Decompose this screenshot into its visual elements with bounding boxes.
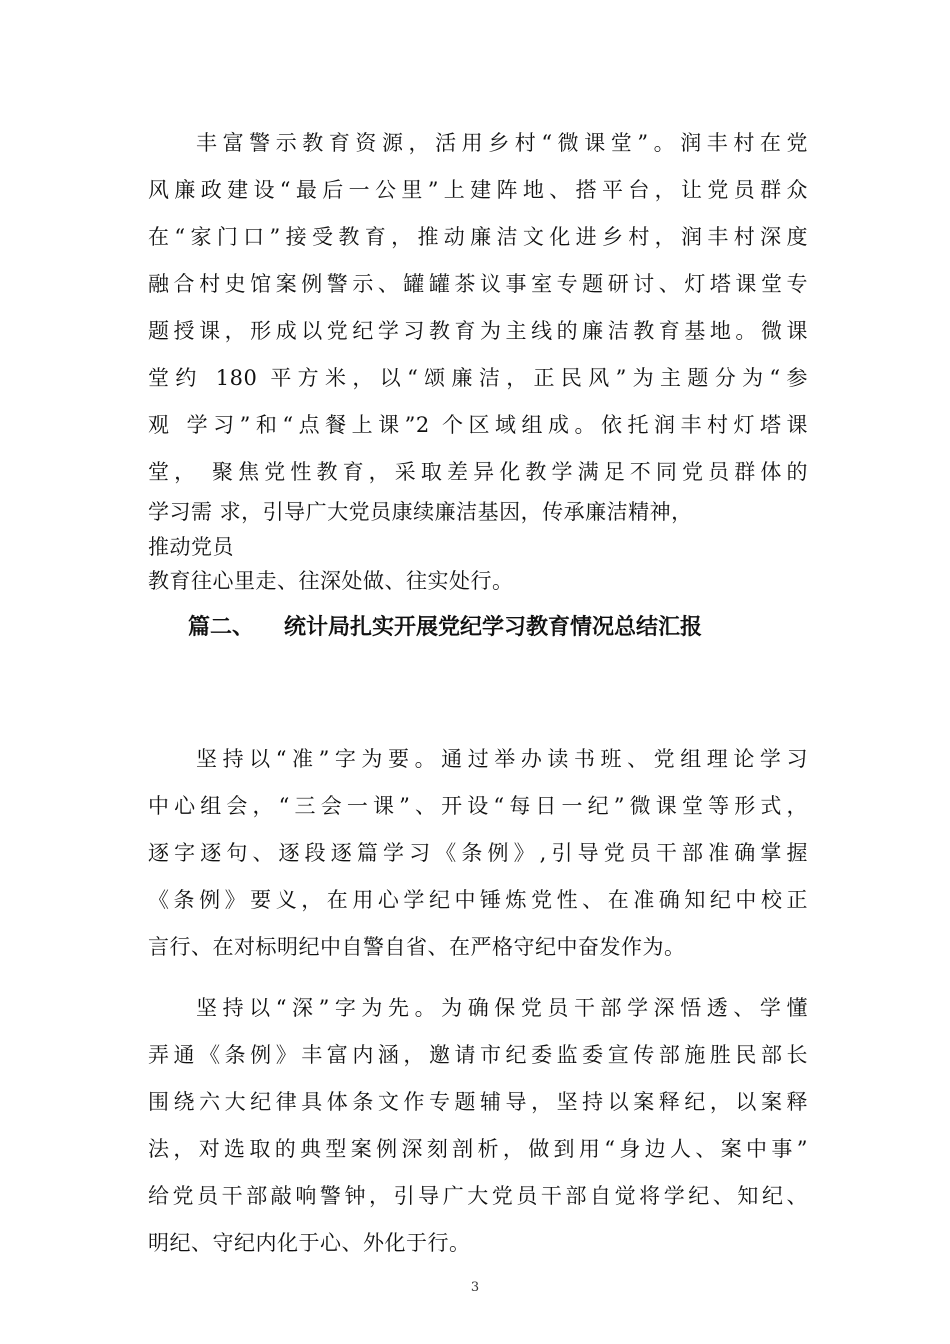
text-line: 坚持以“深”字为先。为确保党员干部学深悟透、学懂 (196, 996, 808, 1020)
text-line: 言行、在对标明纪中自警自省、在严格守纪中奋发作为。 (148, 935, 686, 959)
text-line: 丰富警示教育资源，活用乡村“微课堂”。润丰村在党 (196, 131, 808, 155)
text-line: 弄通《条例》丰富内涵，邀请市纪委监委宣传部施胜民部长 (148, 1043, 808, 1067)
section-heading (188, 612, 808, 644)
text-line: 逐字逐句、逐段逐篇学习《条例》,引导党员干部准确掌握 (148, 841, 808, 865)
heading-number: 篇二、 (188, 615, 255, 640)
text-line: 法，对选取的典型案例深刻剖析，做到用“身边人、案中事” (148, 1137, 808, 1161)
text-line: 观 学习”和“点餐上课”2 个区域组成。依托润丰村灯塔课 (148, 413, 808, 437)
page-number: 3 (470, 1280, 480, 1295)
text-line: 堂， 聚焦党性教育，采取差异化教学满足不同党员群体的 (148, 460, 808, 484)
text-line: 明纪、守纪内化于心、外化于行。 (148, 1231, 471, 1255)
text-line: 教育往心里走、往深处做、往实处行。 (148, 569, 514, 593)
text-line: 围绕六大纪律具体条文作专题辅导，坚持以案释纪，以案释 (148, 1090, 808, 1114)
text-line: 风廉政建设“最后一公里”上建阵地、搭平台，让党员群众 (148, 178, 808, 202)
text-line: 融合村史馆案例警示、罐罐茶议事室专题研讨、灯塔课堂专 (148, 272, 808, 296)
text-line: 学习需 求，引导广大党员康续廉洁基因，传承廉洁精神， (148, 500, 693, 524)
heading-title: 统计局扎实开展党纪学习教育情况总结汇报 (284, 615, 703, 640)
text-line: 堂约 180 平方米，以“颂廉洁，正民风”为主题分为“参 (148, 366, 808, 390)
text-line: 坚持以“准”字为要。通过举办读书班、党组理论学习 (196, 747, 808, 771)
text-line: 推动党员 (148, 535, 234, 559)
text-line: 题授课，形成以党纪学习教育为主线的廉洁教育基地。微课 (148, 319, 808, 343)
text-line: 《条例》要义，在用心学纪中锤炼党性、在准确知纪中校正 (148, 888, 808, 912)
text-line: 在“家门口”接受教育，推动廉洁文化进乡村，润丰村深度 (148, 225, 808, 249)
text-line: 中心组会，“三会一课”、开设“每日一纪”微课堂等形式， (148, 794, 808, 818)
text-line: 给党员干部敲响警钟，引导广大党员干部自觉将学纪、知纪、 (148, 1184, 808, 1208)
